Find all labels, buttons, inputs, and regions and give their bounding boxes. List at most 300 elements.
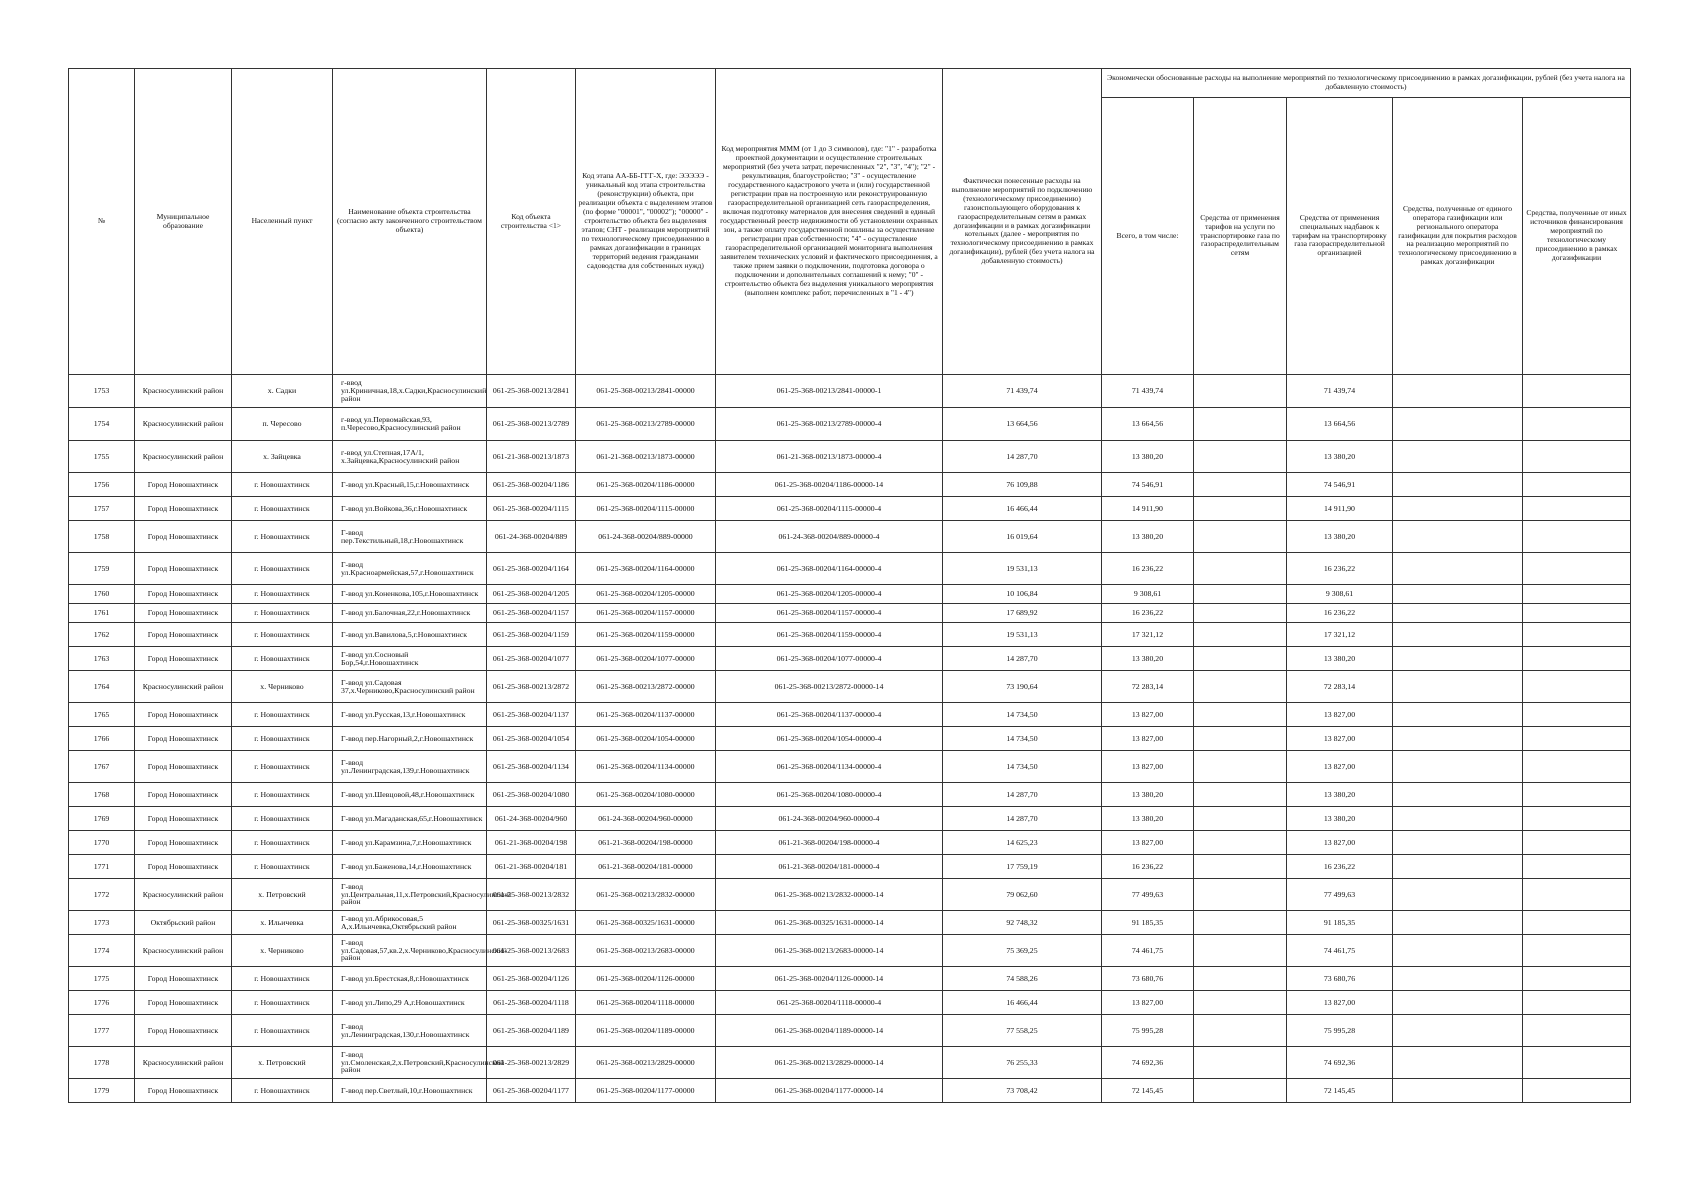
row-single-operator <box>1393 967 1523 991</box>
row-municipality: Красносулинский район <box>135 441 232 473</box>
row-stage-code: 061-25-368-00204/1118-00000 <box>576 991 716 1015</box>
row-event-code: 061-25-368-00204/1177-00000-14 <box>716 1079 943 1103</box>
row-settlement: х. Зайцевка <box>232 441 333 473</box>
header-stage-code: Код этапа АА-ББ-ГГГ-Х, где: ЭЭЭЭЭ - уникальный код этапа строительства (реконструкции) объекта, при реализации объекта с выделением этапов (по форме "00001", "00002"); "00000" - строительство объекта без выделения этапов; СНТ - реализация мероприятий по технологическому присоединению в рамках догазификации в границах территорий ведения гражданами садоводства для собственных нужд) <box>576 69 716 375</box>
header-other-sources: Средства, полученные от иных источников финансирования мероприятий по технологическому присоединению в рамках догазификации <box>1523 98 1631 375</box>
row-single-operator <box>1393 911 1523 935</box>
row-municipality: Город Новошахтинск <box>135 783 232 807</box>
table-row <box>69 585 1631 604</box>
row-actual-costs: 16 466,44 <box>943 991 1102 1015</box>
table-row <box>69 751 1631 783</box>
row-other-sources <box>1523 473 1631 497</box>
row-stage-code: 061-25-368-00213/2832-00000 <box>576 879 716 911</box>
row-tariff-services <box>1194 1015 1287 1047</box>
row-actual-costs: 19 531,13 <box>943 623 1102 647</box>
table-row <box>69 831 1631 855</box>
row-actual-costs: 10 106,84 <box>943 585 1102 604</box>
row-settlement: г. Новошахтинск <box>232 553 333 585</box>
header-settlement: Населенный пункт <box>232 69 333 375</box>
row-single-operator <box>1393 855 1523 879</box>
row-object-name: Г-ввод ул.Вавилова,5,г.Новошахтинск <box>333 623 487 647</box>
header-economic-costs-group: Экономически обоснованные расходы на выполнение мероприятий по технологическому присоединению в рамках догазификации, рублей (без учета налога на добавленную стоимость) <box>1102 69 1631 98</box>
row-other-sources <box>1523 855 1631 879</box>
row-special-markups: 16 236,22 <box>1287 604 1393 623</box>
row-object-name: Г-ввод ул.Русская,13,г.Новошахтинск <box>333 703 487 727</box>
row-other-sources <box>1523 783 1631 807</box>
row-stage-code: 061-21-368-00213/1873-00000 <box>576 441 716 473</box>
row-actual-costs: 14 734,50 <box>943 703 1102 727</box>
row-event-code: 061-25-368-00204/1186-00000-14 <box>716 473 943 497</box>
row-actual-costs: 74 588,26 <box>943 967 1102 991</box>
row-actual-costs: 76 255,33 <box>943 1047 1102 1079</box>
row-object-code: 061-25-368-00204/1137 <box>487 703 576 727</box>
row-actual-costs: 77 558,25 <box>943 1015 1102 1047</box>
row-event-code: 061-25-368-00325/1631-00000-14 <box>716 911 943 935</box>
row-tariff-services <box>1194 497 1287 521</box>
header-single-operator: Средства, полученные от единого оператора газификации или регионального оператора газификации для покрытия расходов на реализацию мероприятий по технологическому присоединению в рамках догазификации <box>1393 98 1523 375</box>
row-special-markups: 74 546,91 <box>1287 473 1393 497</box>
row-special-markups: 16 236,22 <box>1287 855 1393 879</box>
row-event-code: 061-25-368-00204/1134-00000-4 <box>716 751 943 783</box>
row-tariff-services <box>1194 647 1287 671</box>
row-tariff-services <box>1194 967 1287 991</box>
row-object-name: Г-ввод ул.Ленинградская,130,г.Новошахтинск <box>333 1015 487 1047</box>
row-other-sources <box>1523 671 1631 703</box>
row-total: 14 911,90 <box>1102 497 1194 521</box>
row-other-sources <box>1523 807 1631 831</box>
row-special-markups: 13 827,00 <box>1287 703 1393 727</box>
row-special-markups: 73 680,76 <box>1287 967 1393 991</box>
row-settlement: г. Новошахтинск <box>232 991 333 1015</box>
row-actual-costs: 14 625,23 <box>943 831 1102 855</box>
row-single-operator <box>1393 783 1523 807</box>
row-single-operator <box>1393 521 1523 553</box>
row-settlement: г. Новошахтинск <box>232 855 333 879</box>
row-special-markups: 74 461,75 <box>1287 935 1393 967</box>
row-other-sources <box>1523 1079 1631 1103</box>
row-other-sources <box>1523 1047 1631 1079</box>
row-event-code: 061-25-368-00204/1118-00000-4 <box>716 991 943 1015</box>
row-special-markups: 13 827,00 <box>1287 751 1393 783</box>
row-total: 13 827,00 <box>1102 751 1194 783</box>
row-object-name: Г-ввод ул.Смоленская,2,х.Петровский,Красносулинский район <box>333 1047 487 1079</box>
row-object-code: 061-25-368-00213/2829 <box>487 1047 576 1079</box>
row-other-sources <box>1523 521 1631 553</box>
row-number: 1756 <box>69 473 135 497</box>
row-object-code: 061-25-368-00204/1054 <box>487 727 576 751</box>
row-tariff-services <box>1194 1047 1287 1079</box>
table-row <box>69 604 1631 623</box>
row-actual-costs: 16 019,64 <box>943 521 1102 553</box>
table-row <box>69 441 1631 473</box>
row-object-name: Г-ввод ул.Шевцовой,48,г.Новошахтинск <box>333 783 487 807</box>
row-total: 17 321,12 <box>1102 623 1194 647</box>
row-settlement: г. Новошахтинск <box>232 521 333 553</box>
row-other-sources <box>1523 727 1631 751</box>
row-event-code: 061-25-368-00204/1077-00000-4 <box>716 647 943 671</box>
row-other-sources <box>1523 647 1631 671</box>
row-other-sources <box>1523 703 1631 727</box>
row-other-sources <box>1523 553 1631 585</box>
row-other-sources <box>1523 375 1631 408</box>
row-object-name: Г-ввод ул.Коненкова,105,г.Новошахтинск <box>333 585 487 604</box>
row-number: 1773 <box>69 911 135 935</box>
row-single-operator <box>1393 375 1523 408</box>
row-object-code: 061-25-368-00204/1186 <box>487 473 576 497</box>
row-municipality: Красносулинский район <box>135 408 232 441</box>
row-settlement: х. Петровский <box>232 1047 333 1079</box>
header-total: Всего, в том числе: <box>1102 98 1194 375</box>
row-tariff-services <box>1194 991 1287 1015</box>
row-object-name: Г-ввод ул.Красный,15,г.Новошахтинск <box>333 473 487 497</box>
row-tariff-services <box>1194 671 1287 703</box>
row-event-code: 061-25-368-00204/1159-00000-4 <box>716 623 943 647</box>
row-other-sources <box>1523 879 1631 911</box>
row-event-code: 061-25-368-00213/2829-00000-14 <box>716 1047 943 1079</box>
table-row <box>69 497 1631 521</box>
row-stage-code: 061-25-368-00204/1137-00000 <box>576 703 716 727</box>
row-object-name: Г-ввод пер.Светлый,10,г.Новошахтинск <box>333 1079 487 1103</box>
row-stage-code: 061-25-368-00213/2829-00000 <box>576 1047 716 1079</box>
row-single-operator <box>1393 807 1523 831</box>
row-number: 1768 <box>69 783 135 807</box>
row-tariff-services <box>1194 585 1287 604</box>
row-total: 13 827,00 <box>1102 727 1194 751</box>
row-object-name: Г-ввод ул.Абрикосовая,5 А,х.Ильичевка,Октябрьский район <box>333 911 487 935</box>
row-total: 13 380,20 <box>1102 783 1194 807</box>
header-actual-costs: Фактически понесенные расходы на выполнение мероприятий по подключению (технологическому присоединению) газоиспользующего оборудования к газораспределительным сетям в рамках догазификации и в рамках догазификации котельных (далее - мероприятия по технологическому присоединению в рамках догазификации), рублей (без учета налога на добавленную стоимость) <box>943 69 1102 375</box>
row-object-name: Г-ввод ул.Красноармейская,57,г.Новошахтинск <box>333 553 487 585</box>
row-object-code: 061-21-368-00204/181 <box>487 855 576 879</box>
row-municipality: Красносулинский район <box>135 375 232 408</box>
row-stage-code: 061-25-368-00204/1080-00000 <box>576 783 716 807</box>
row-single-operator <box>1393 751 1523 783</box>
row-number: 1777 <box>69 1015 135 1047</box>
row-special-markups: 13 380,20 <box>1287 783 1393 807</box>
row-stage-code: 061-25-368-00204/1205-00000 <box>576 585 716 604</box>
row-single-operator <box>1393 647 1523 671</box>
row-event-code: 061-25-368-00204/1137-00000-4 <box>716 703 943 727</box>
row-single-operator <box>1393 441 1523 473</box>
table-row <box>69 1047 1631 1079</box>
row-stage-code: 061-25-368-00204/1189-00000 <box>576 1015 716 1047</box>
row-municipality: Город Новошахтинск <box>135 473 232 497</box>
row-single-operator <box>1393 1079 1523 1103</box>
row-event-code: 061-21-368-00213/1873-00000-4 <box>716 441 943 473</box>
table-row <box>69 1015 1631 1047</box>
row-settlement: х. Садки <box>232 375 333 408</box>
row-object-name: Г-ввод ул.Ленинградская,139,г.Новошахтинск <box>333 751 487 783</box>
row-tariff-services <box>1194 879 1287 911</box>
row-stage-code: 061-25-368-00204/1159-00000 <box>576 623 716 647</box>
row-event-code: 061-25-368-00204/1164-00000-4 <box>716 553 943 585</box>
row-event-code: 061-21-368-00204/198-00000-4 <box>716 831 943 855</box>
row-other-sources <box>1523 935 1631 967</box>
row-number: 1753 <box>69 375 135 408</box>
table-row <box>69 703 1631 727</box>
table-row <box>69 991 1631 1015</box>
row-stage-code: 061-25-368-00213/2872-00000 <box>576 671 716 703</box>
row-special-markups: 91 185,35 <box>1287 911 1393 935</box>
row-object-code: 061-25-368-00204/1118 <box>487 991 576 1015</box>
row-actual-costs: 73 190,64 <box>943 671 1102 703</box>
row-object-name: Г-ввод пер.Текстильный,18,г.Новошахтинск <box>333 521 487 553</box>
row-special-markups: 72 283,14 <box>1287 671 1393 703</box>
row-special-markups: 9 308,61 <box>1287 585 1393 604</box>
row-municipality: Октябрьский район <box>135 911 232 935</box>
row-settlement: х. Петровский <box>232 879 333 911</box>
table-row <box>69 807 1631 831</box>
row-total: 77 499,63 <box>1102 879 1194 911</box>
row-object-code: 061-25-368-00204/1164 <box>487 553 576 585</box>
row-number: 1776 <box>69 991 135 1015</box>
row-total: 72 145,45 <box>1102 1079 1194 1103</box>
table-row <box>69 623 1631 647</box>
table-row <box>69 911 1631 935</box>
row-actual-costs: 92 748,32 <box>943 911 1102 935</box>
row-actual-costs: 14 734,50 <box>943 727 1102 751</box>
row-municipality: Город Новошахтинск <box>135 647 232 671</box>
row-total: 9 308,61 <box>1102 585 1194 604</box>
row-stage-code: 061-25-368-00204/1077-00000 <box>576 647 716 671</box>
row-other-sources <box>1523 623 1631 647</box>
row-stage-code: 061-25-368-00213/2841-00000 <box>576 375 716 408</box>
row-actual-costs: 73 708,42 <box>943 1079 1102 1103</box>
row-settlement: г. Новошахтинск <box>232 585 333 604</box>
table-row <box>69 375 1631 408</box>
table-row <box>69 967 1631 991</box>
row-actual-costs: 17 759,19 <box>943 855 1102 879</box>
row-single-operator <box>1393 497 1523 521</box>
row-tariff-services <box>1194 783 1287 807</box>
table-row <box>69 879 1631 911</box>
row-object-code: 061-21-368-00204/198 <box>487 831 576 855</box>
row-municipality: Город Новошахтинск <box>135 1015 232 1047</box>
row-object-name: Г-ввод ул.Балочная,22,г.Новошахтинск <box>333 604 487 623</box>
row-single-operator <box>1393 1015 1523 1047</box>
row-single-operator <box>1393 935 1523 967</box>
row-total: 71 439,74 <box>1102 375 1194 408</box>
row-other-sources <box>1523 967 1631 991</box>
row-special-markups: 16 236,22 <box>1287 553 1393 585</box>
table-row <box>69 553 1631 585</box>
row-municipality: Город Новошахтинск <box>135 604 232 623</box>
row-number: 1766 <box>69 727 135 751</box>
row-number: 1759 <box>69 553 135 585</box>
row-tariff-services <box>1194 521 1287 553</box>
row-object-name: Г-ввод ул.Центральная,11,х.Петровский,Красносулинский район <box>333 879 487 911</box>
row-actual-costs: 17 689,92 <box>943 604 1102 623</box>
row-number: 1771 <box>69 855 135 879</box>
row-municipality: Город Новошахтинск <box>135 807 232 831</box>
row-settlement: г. Новошахтинск <box>232 751 333 783</box>
row-single-operator <box>1393 408 1523 441</box>
row-object-code: 061-25-368-00213/2841 <box>487 375 576 408</box>
row-total: 91 185,35 <box>1102 911 1194 935</box>
row-stage-code: 061-25-368-00204/1164-00000 <box>576 553 716 585</box>
row-actual-costs: 14 287,70 <box>943 807 1102 831</box>
row-special-markups: 13 664,56 <box>1287 408 1393 441</box>
row-stage-code: 061-25-368-00204/1134-00000 <box>576 751 716 783</box>
row-event-code: 061-25-368-00213/2832-00000-14 <box>716 879 943 911</box>
row-settlement: г. Новошахтинск <box>232 647 333 671</box>
row-municipality: Город Новошахтинск <box>135 623 232 647</box>
table-row <box>69 671 1631 703</box>
row-other-sources <box>1523 604 1631 623</box>
row-object-code: 061-24-368-00204/889 <box>487 521 576 553</box>
row-tariff-services <box>1194 408 1287 441</box>
row-stage-code: 061-25-368-00213/2789-00000 <box>576 408 716 441</box>
row-special-markups: 13 380,20 <box>1287 521 1393 553</box>
row-special-markups: 75 995,28 <box>1287 1015 1393 1047</box>
header-municipality: Муниципальное образование <box>135 69 232 375</box>
row-actual-costs: 79 062,60 <box>943 879 1102 911</box>
row-object-code: 061-25-368-00204/1080 <box>487 783 576 807</box>
row-special-markups: 13 827,00 <box>1287 831 1393 855</box>
row-municipality: Красносулинский район <box>135 671 232 703</box>
row-municipality: Город Новошахтинск <box>135 497 232 521</box>
row-event-code: 061-24-368-00204/960-00000-4 <box>716 807 943 831</box>
row-total: 13 380,20 <box>1102 647 1194 671</box>
row-actual-costs: 14 287,70 <box>943 783 1102 807</box>
table-header <box>69 69 1631 375</box>
row-special-markups: 13 380,20 <box>1287 807 1393 831</box>
row-settlement: г. Новошахтинск <box>232 703 333 727</box>
row-number: 1778 <box>69 1047 135 1079</box>
row-tariff-services <box>1194 911 1287 935</box>
row-tariff-services <box>1194 807 1287 831</box>
row-stage-code: 061-21-368-00204/198-00000 <box>576 831 716 855</box>
row-stage-code: 061-25-368-00204/1115-00000 <box>576 497 716 521</box>
row-special-markups: 13 827,00 <box>1287 991 1393 1015</box>
row-special-markups: 17 321,12 <box>1287 623 1393 647</box>
row-number: 1755 <box>69 441 135 473</box>
row-municipality: Город Новошахтинск <box>135 727 232 751</box>
row-event-code: 061-25-368-00204/1126-00000-14 <box>716 967 943 991</box>
row-total: 16 236,22 <box>1102 604 1194 623</box>
row-tariff-services <box>1194 751 1287 783</box>
row-stage-code: 061-25-368-00213/2683-00000 <box>576 935 716 967</box>
row-stage-code: 061-25-368-00204/1157-00000 <box>576 604 716 623</box>
row-object-name: Г-ввод ул.Магаданская,65,г.Новошахтинск <box>333 807 487 831</box>
row-other-sources <box>1523 831 1631 855</box>
row-tariff-services <box>1194 831 1287 855</box>
table-row <box>69 727 1631 751</box>
row-object-name: г-ввод ул.Степная,17А/1, х.Зайцевка,Красносулинский район <box>333 441 487 473</box>
row-total: 73 680,76 <box>1102 967 1194 991</box>
row-actual-costs: 75 369,25 <box>943 935 1102 967</box>
row-number: 1760 <box>69 585 135 604</box>
row-number: 1775 <box>69 967 135 991</box>
row-special-markups: 72 145,45 <box>1287 1079 1393 1103</box>
row-settlement: п. Чересово <box>232 408 333 441</box>
row-number: 1779 <box>69 1079 135 1103</box>
row-single-operator <box>1393 671 1523 703</box>
row-special-markups: 14 911,90 <box>1287 497 1393 521</box>
row-number: 1765 <box>69 703 135 727</box>
row-stage-code: 061-21-368-00204/181-00000 <box>576 855 716 879</box>
row-single-operator <box>1393 879 1523 911</box>
row-municipality: Город Новошахтинск <box>135 1079 232 1103</box>
row-number: 1758 <box>69 521 135 553</box>
header-special-markups: Средства от применения специальных надбавок к тарифам на транспортировку газа газораспределительной организацией <box>1287 98 1393 375</box>
row-other-sources <box>1523 441 1631 473</box>
row-object-code: 061-25-368-00204/1159 <box>487 623 576 647</box>
row-tariff-services <box>1194 623 1287 647</box>
row-object-name: Г-ввод ул.Карамзина,7,г.Новошахтинск <box>333 831 487 855</box>
row-special-markups: 13 380,20 <box>1287 647 1393 671</box>
row-object-name: Г-ввод пер.Нагорный,2,г.Новошахтинск <box>333 727 487 751</box>
row-number: 1772 <box>69 879 135 911</box>
row-total: 74 692,36 <box>1102 1047 1194 1079</box>
row-event-code: 061-25-368-00213/2841-00000-1 <box>716 375 943 408</box>
row-total: 16 236,22 <box>1102 553 1194 585</box>
row-object-name: Г-ввод ул.Садовая 37,х.Черниково,Красносулинский район <box>333 671 487 703</box>
row-object-name: Г-ввод ул.Садовая,57,кв.2,х.Черниково,Красносулинский район <box>333 935 487 967</box>
row-settlement: г. Новошахтинск <box>232 783 333 807</box>
row-object-name: г-ввод ул.Криничная,18,х.Садки,Красносулинский район <box>333 375 487 408</box>
row-municipality: Город Новошахтинск <box>135 751 232 783</box>
row-event-code: 061-25-368-00213/2789-00000-4 <box>716 408 943 441</box>
row-actual-costs: 16 466,44 <box>943 497 1102 521</box>
row-tariff-services <box>1194 375 1287 408</box>
row-object-name: Г-ввод ул.Войкова,36,г.Новошахтинск <box>333 497 487 521</box>
row-number: 1767 <box>69 751 135 783</box>
row-total: 13 827,00 <box>1102 703 1194 727</box>
row-other-sources <box>1523 911 1631 935</box>
header-number: № <box>69 69 135 375</box>
row-single-operator <box>1393 703 1523 727</box>
row-actual-costs: 14 287,70 <box>943 441 1102 473</box>
cost-table <box>68 68 1631 1103</box>
table-body <box>69 375 1631 1103</box>
header-event-code: Код мероприятия МММ (от 1 до 3 символов), где: "1" - разработка проектной документации и осуществление строительных мероприятий (без учета затрат, перечисленных "2", "3", "4"); "2" - рекультивация, благоустройство; "3" - осуществление государственного кадастрового учета и (или) государственной регистрации прав на построенную или реконструированную газораспределительной организацией сеть газораспределения, включая подготовку материалов для внесения сведений в единый государственный реестр недвижимости об установлении охранных зон, а также оплату государственной пошлины за осуществление регистрации прав собственности; "4" - осуществление газораспределительной организацией мониторинга выполнения заявителем технических условий и фактического присоединения, а также прием заявки о подключении, подготовка договора о подключении и дополнительных соглашений к нему; "0" - строительство объекта без выделения уникального мероприятия (выполнен комплекс работ, перечисленных в "1 - 4") <box>716 69 943 375</box>
row-tariff-services <box>1194 855 1287 879</box>
row-object-code: 061-25-368-00204/1205 <box>487 585 576 604</box>
row-total: 13 827,00 <box>1102 831 1194 855</box>
row-settlement: х. Черниково <box>232 671 333 703</box>
row-stage-code: 061-25-368-00325/1631-00000 <box>576 911 716 935</box>
row-object-code: 061-25-368-00213/2832 <box>487 879 576 911</box>
row-number: 1764 <box>69 671 135 703</box>
row-stage-code: 061-24-368-00204/889-00000 <box>576 521 716 553</box>
row-number: 1770 <box>69 831 135 855</box>
row-single-operator <box>1393 1047 1523 1079</box>
row-municipality: Город Новошахтинск <box>135 831 232 855</box>
row-stage-code: 061-25-368-00204/1177-00000 <box>576 1079 716 1103</box>
row-single-operator <box>1393 623 1523 647</box>
row-single-operator <box>1393 991 1523 1015</box>
row-object-name: г-ввод ул.Первомайская,93, п.Чересово,Красносулинский район <box>333 408 487 441</box>
row-total: 75 995,28 <box>1102 1015 1194 1047</box>
row-object-code: 061-25-368-00204/1177 <box>487 1079 576 1103</box>
row-total: 74 546,91 <box>1102 473 1194 497</box>
row-actual-costs: 19 531,13 <box>943 553 1102 585</box>
row-total: 16 236,22 <box>1102 855 1194 879</box>
row-municipality: Город Новошахтинск <box>135 585 232 604</box>
row-total: 13 380,20 <box>1102 441 1194 473</box>
row-settlement: г. Новошахтинск <box>232 1015 333 1047</box>
row-object-code: 061-25-368-00204/1157 <box>487 604 576 623</box>
row-actual-costs: 71 439,74 <box>943 375 1102 408</box>
row-number: 1754 <box>69 408 135 441</box>
row-actual-costs: 13 664,56 <box>943 408 1102 441</box>
row-object-code: 061-25-368-00325/1631 <box>487 911 576 935</box>
row-tariff-services <box>1194 553 1287 585</box>
row-settlement: г. Новошахтинск <box>232 473 333 497</box>
row-number: 1757 <box>69 497 135 521</box>
row-total: 13 380,20 <box>1102 521 1194 553</box>
